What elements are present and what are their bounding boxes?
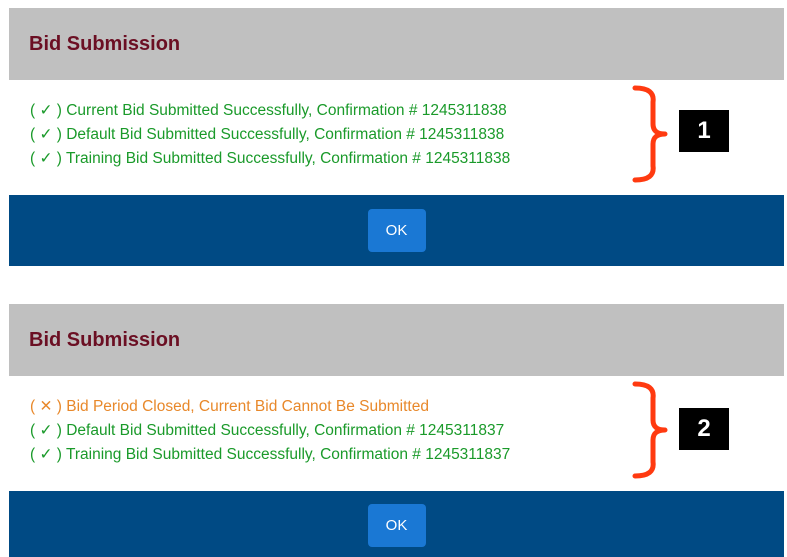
ok-button[interactable]: OK [368,504,426,547]
status-message-training: ( ✓ ) Training Bid Submitted Successfully, Confirmation # 1245311837 [30,446,511,463]
dialog-title: Bid Submission [29,328,181,351]
status-message-current: ( ✓ ) Current Bid Submitted Successfully, Confirmation # 1245311838 [30,102,507,119]
curly-brace-icon [629,380,669,480]
bid-submission-dialog-2 [9,304,784,557]
check-icon: ✓ [39,150,53,167]
status-message-default: ( ✓ ) Default Bid Submitted Successfully, Confirmation # 1245311838 [30,126,505,143]
check-icon: ✓ [39,126,53,143]
dialog-header [9,304,784,376]
check-icon: ✓ [39,446,53,463]
check-icon: ✓ [39,102,53,119]
status-message-training: ( ✓ ) Training Bid Submitted Successfully, Confirmation # 1245311838 [30,150,511,167]
dialog-body [9,80,784,195]
status-message-default: ( ✓ ) Default Bid Submitted Successfully, Confirmation # 1245311837 [30,422,505,439]
dialog-body [9,376,784,491]
ok-button[interactable]: OK [368,209,426,252]
dialog-header [9,8,784,80]
callout-badge: 1 [679,110,729,152]
check-icon: ✓ [39,422,53,439]
dialog-footer [9,195,784,266]
dialog-footer [9,491,784,557]
status-message-current: ( ✕ ) Bid Period Closed, Current Bid Cannot Be Submitted [30,398,429,415]
dialog-title: Bid Submission [29,32,181,55]
callout-badge: 2 [679,408,729,450]
curly-brace-icon [629,84,669,184]
x-icon: ✕ [39,398,53,415]
bid-submission-dialog-1 [9,8,784,266]
